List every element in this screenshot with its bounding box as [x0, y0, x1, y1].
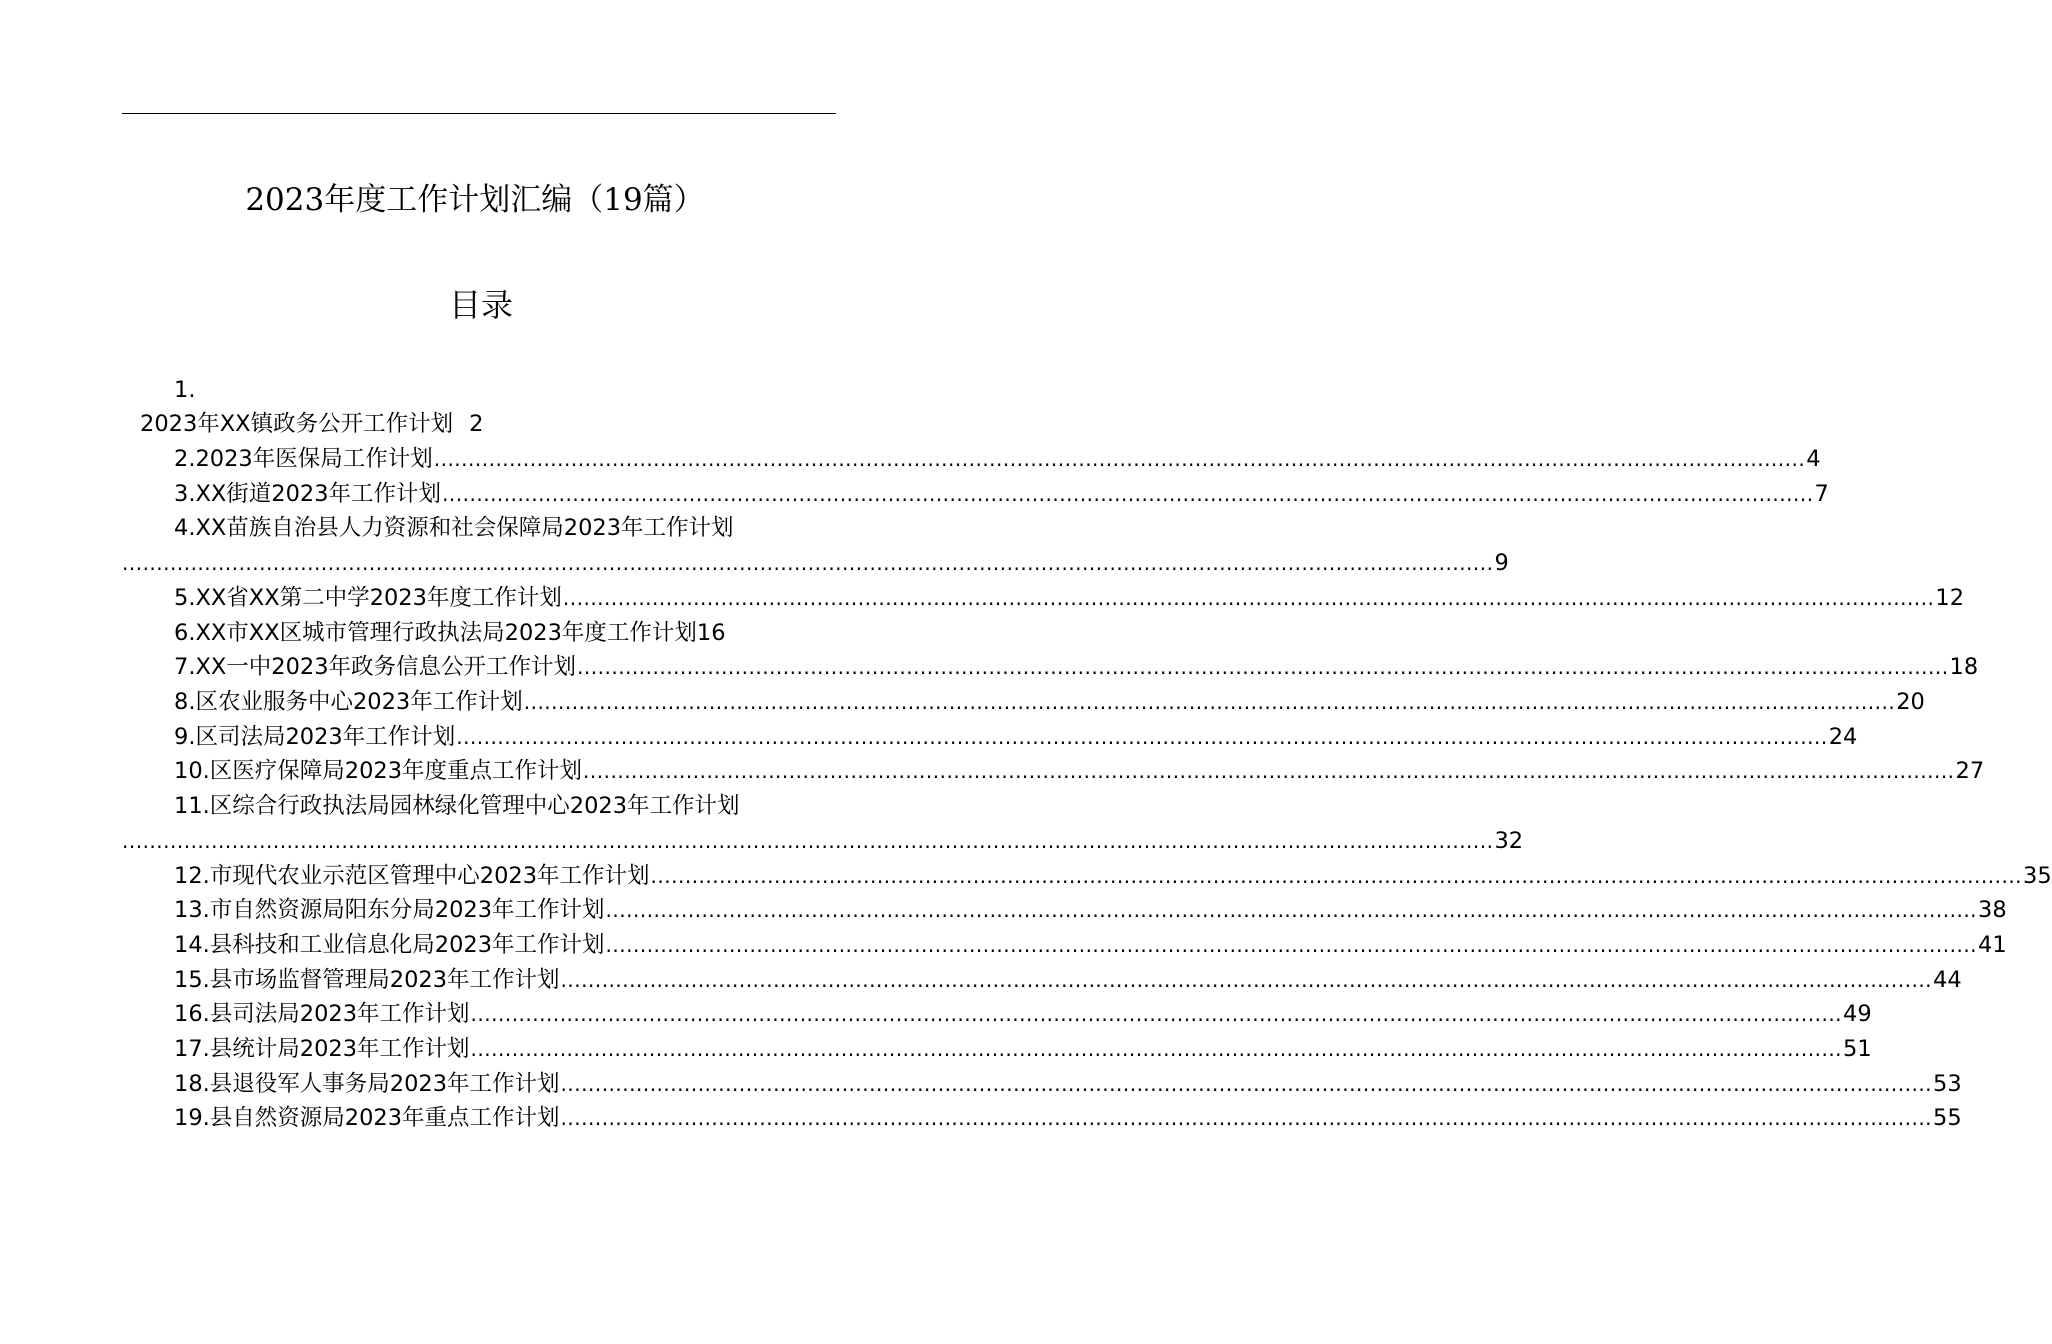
- toc-heading: 目录: [448, 286, 513, 324]
- toc-entry-label: 8.区农业服务中心2023年工作计划: [174, 689, 523, 715]
- toc-entry-page: 16: [696, 620, 726, 646]
- toc-entry-label: 17.县统计局2023年工作计划: [174, 1036, 470, 1062]
- toc-leader-dots: ........................................................................................................................................................................................................: [433, 447, 1806, 471]
- toc-leader-dots: ........................................................................................................................................................................................................: [562, 586, 1935, 610]
- toc-entry-8[interactable]: [174, 685, 1925, 719]
- toc-entry-4[interactable]: 4.XX苗族自治县人力资源和社会保障局2023年工作计划: [174, 515, 734, 541]
- toc-entry-label: 2023年XX镇政务公开工作计划: [140, 411, 454, 437]
- toc-entry-label: 13.市自然资源局阳东分局2023年工作计划: [174, 897, 605, 923]
- toc-entry-label: 16.县司法局2023年工作计划: [174, 1001, 470, 1027]
- toc-leader-dots: ........................................................................................................................................................................................................: [605, 933, 1978, 957]
- toc-entry-page: 53: [1933, 1071, 1962, 1097]
- toc-leader-dots: ........................................................................................................................................................................................................: [122, 829, 1494, 853]
- toc-entry-1[interactable]: [140, 407, 560, 441]
- toc-entry-15[interactable]: [174, 963, 1962, 997]
- toc-entry-label: 18.县退役军人事务局2023年工作计划: [174, 1071, 560, 1097]
- toc-entry-13[interactable]: [174, 893, 2007, 927]
- toc-entry-11[interactable]: 11.区综合行政执法局园林绿化管理中心2023年工作计划: [174, 793, 740, 819]
- toc-entry-label: 2.2023年医保局工作计划: [174, 446, 433, 472]
- toc-entry-label: 5.XX省XX第二中学2023年度工作计划: [174, 585, 562, 611]
- toc-entry-label: 6.XX市XX区城市管理行政执法局2023年度工作计划: [174, 620, 697, 646]
- toc-entry-label: 3.XX街道2023年工作计划: [174, 481, 442, 507]
- toc-entry-18[interactable]: [174, 1067, 1962, 1101]
- toc-entry-page: 2: [469, 411, 484, 437]
- toc-entry-4-continuation: [122, 546, 1509, 580]
- toc-entry-6[interactable]: [174, 616, 828, 650]
- toc-leader-dots: ........................................................................................................................................................................................................: [583, 759, 1955, 783]
- toc-entry-label: 14.县科技和工业信息化局2023年工作计划: [174, 932, 605, 958]
- toc-leader-dots: ........................................................................................................................................................................................................: [650, 864, 2023, 888]
- toc-entry-page: 27: [1955, 758, 1985, 784]
- toc-entry-label: 10.区医疗保障局2023年度重点工作计划: [174, 758, 583, 784]
- toc-entry-11-continuation: [122, 824, 1524, 858]
- toc-entry-page: 7: [1814, 481, 1829, 507]
- toc-entry-page: 55: [1933, 1105, 1962, 1131]
- toc-entry-14[interactable]: [174, 928, 2007, 962]
- toc-entry-page: 18: [1949, 654, 1979, 680]
- toc-entry-page: 24: [1828, 724, 1858, 750]
- toc-leader-dots: ........................................................................................................................................................................................................: [523, 690, 1896, 714]
- toc-entry-page: 38: [1978, 897, 2007, 923]
- toc-entry-1-number: 1.: [174, 377, 196, 403]
- toc-entry-page: 49: [1843, 1001, 1872, 1027]
- toc-entry-10[interactable]: [174, 754, 1985, 788]
- toc-leader-dots: ........................................................................................................................................................................................................: [122, 551, 1494, 575]
- toc-entry-3[interactable]: [174, 477, 1829, 511]
- toc-leader-dots: ........................................................................................................................................................................................................: [560, 1072, 1933, 1096]
- toc-leader-dots: ........................................................................................................................................................................................................: [442, 482, 1814, 506]
- toc-leader-dots: ........................................................................................................................................................................................................: [605, 898, 1978, 922]
- toc-entry-12[interactable]: [174, 859, 2052, 893]
- toc-entry-page: 4: [1806, 446, 1821, 472]
- toc-leader-dots: ........................................................................................................................................................................................................: [560, 1106, 1933, 1130]
- toc-entry-5[interactable]: [174, 581, 1965, 615]
- toc-entry-label: 19.县自然资源局2023年重点工作计划: [174, 1105, 560, 1131]
- toc-entry-page: 35: [2023, 863, 2052, 889]
- toc-entry-7[interactable]: [174, 650, 1979, 684]
- toc-entry-page: 32: [1494, 828, 1524, 854]
- toc-leader-dots: ........................................................................................................................................................................................................: [470, 1037, 1843, 1061]
- toc-entry-page: 41: [1978, 932, 2007, 958]
- toc-entry-page: 51: [1843, 1036, 1872, 1062]
- toc-entry-label: 7.XX一中2023年政务信息公开工作计划: [174, 654, 577, 680]
- toc-leader-dots: ........................................................................................................................................................................................................: [470, 1002, 1843, 1026]
- toc-entry-label: 15.县市场监督管理局2023年工作计划: [174, 967, 560, 993]
- toc-leader-dots: ........................................................................................................................................................................................................: [560, 968, 1933, 992]
- toc-entry-page: 44: [1933, 967, 1962, 993]
- toc-entry-2[interactable]: [174, 442, 1821, 476]
- toc-entry-page: 9: [1494, 550, 1509, 576]
- toc-entry-label: 12.市现代农业示范区管理中心2023年工作计划: [174, 863, 650, 889]
- toc-entry-page: 12: [1935, 585, 1965, 611]
- toc-entry-9[interactable]: [174, 720, 1858, 754]
- document-title: 2023年度工作计划汇编（19篇）: [245, 182, 705, 218]
- toc-entry-17[interactable]: [174, 1032, 1872, 1066]
- toc-entry-page: 20: [1896, 689, 1925, 715]
- toc-leader-dots: ........................................................................................................................................................................................................: [456, 725, 1828, 749]
- toc-entry-19[interactable]: [174, 1101, 1962, 1135]
- toc-entry-16[interactable]: [174, 997, 1872, 1031]
- toc-leader-dots: ........................................................................................................................................................................................................: [577, 655, 1949, 679]
- toc-entry-label: 9.区司法局2023年工作计划: [174, 724, 456, 750]
